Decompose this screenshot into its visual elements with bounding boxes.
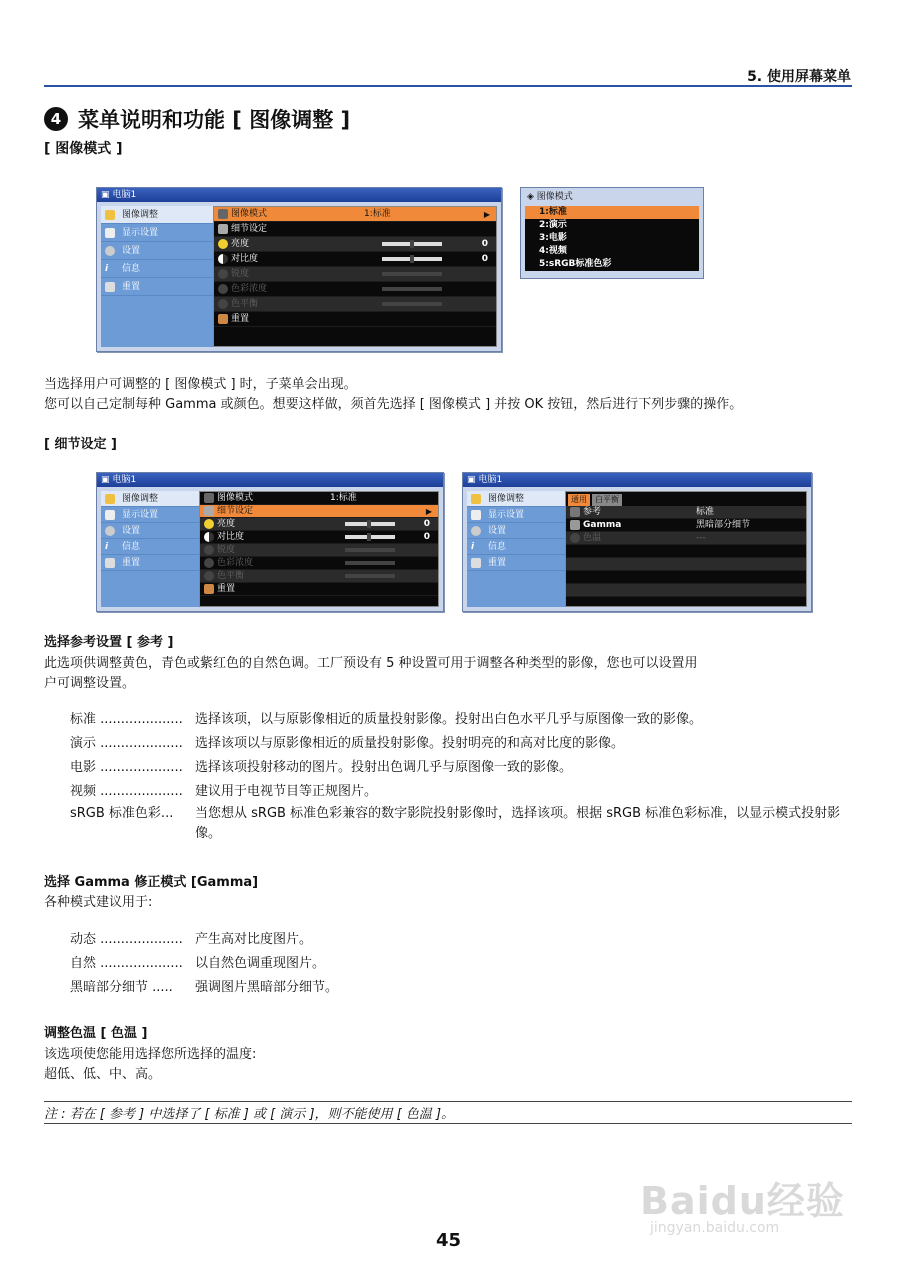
list-item: 标准 .................... 选择该项，以与原影像相近的质量投射影像。投射出白色水平几乎与原图像一致的影像。 — [70, 712, 703, 727]
right-item-brightness[interactable]: 亮度 0 — [214, 237, 496, 252]
left-item-reset[interactable]: 重置 — [101, 555, 199, 571]
right-item-saturation: 色彩浓度 — [214, 282, 496, 297]
info-icon: i — [105, 541, 109, 552]
left-item-display[interactable]: 显示设置 — [467, 507, 565, 523]
right-item-sharpness: 锐度 — [214, 267, 496, 282]
mode-icon — [218, 209, 228, 219]
list-item: 视频 .................... 建议用于电视节目等正规图片。 — [70, 784, 378, 799]
left-item-reset[interactable]: 重置 — [101, 278, 213, 296]
popup-item-movie[interactable]: 3:电影 — [525, 232, 699, 245]
left-item-display[interactable]: 显示设置 — [101, 507, 199, 523]
left-item-display[interactable]: 显示设置 — [101, 224, 213, 242]
reference-heading: 选择参考设置 [ 参考 ] — [44, 635, 174, 650]
list-item: sRGB 标准色彩... 当您想从 sRGB 标准色彩兼容的数字影院投射影像时，选择该项。根据 sRGB 标准色彩标准，以显示模式投射影像。 — [70, 806, 841, 841]
header-rule — [44, 85, 852, 87]
detail-heading: [ 细节设定 ] — [44, 437, 117, 452]
menu-titlebar: ▣ 电脑1 — [97, 188, 501, 202]
color-temp-text-1: 该选项使您能用选择您所选择的温度: — [44, 1047, 257, 1062]
picture-mode-popup — [520, 187, 704, 279]
brightness-slider — [382, 242, 442, 246]
right-item-color-balance: 色平衡 — [214, 297, 496, 312]
chapter-heading: 5. 使用屏幕菜单 — [747, 69, 851, 85]
page-number: 45 — [435, 1230, 462, 1251]
menu-left-column — [101, 206, 213, 347]
saturation-icon — [218, 284, 228, 294]
left-item-info[interactable]: i 信息 — [101, 260, 213, 278]
left-item-picture[interactable]: 图像调整 — [101, 206, 213, 224]
section-title — [44, 104, 350, 134]
left-item-setup[interactable]: 设置 — [467, 523, 565, 539]
right-item-sharpness: 锐度 — [200, 544, 438, 557]
contrast-icon — [218, 254, 228, 264]
reset-icon — [105, 282, 115, 292]
note-rule-bottom — [44, 1123, 852, 1124]
right-item-contrast[interactable]: 对比度 0 — [214, 252, 496, 267]
detail-row-reference[interactable]: 参考 标准 — [566, 506, 806, 519]
popup-item-srgb[interactable]: 5:sRGB标准色彩 — [525, 258, 699, 271]
reference-text-1: 此选项供调整黄色，青色或紫红色的自然色调。工厂预设有 5 种设置可用于调整各种类型的影像，您也可以设置用 — [44, 656, 698, 671]
setup-icon — [105, 246, 115, 256]
right-item-picture-mode[interactable]: 图像模式 1:标准 ▶ — [214, 207, 496, 222]
detail-tabs — [566, 492, 806, 506]
menu-right-pane — [213, 206, 497, 347]
monitor-icon: ▣ — [467, 475, 476, 485]
info-icon: i — [471, 541, 475, 552]
subsection-title: [ 图像模式 ] — [44, 141, 123, 157]
contrast-slider — [382, 257, 442, 261]
info-icon: i — [105, 263, 109, 274]
baidu-watermark: Baidu经验 jingyan.baidu.com — [640, 1179, 845, 1236]
left-item-setup[interactable]: 设置 — [101, 523, 199, 539]
menu-screenshot-detail: ▣ 电脑1 图像调整 显示设置 设置 i 信息 重置 图像模式 1:标准 细节设定 ▶ 亮度 0 对比度 0 锐度 色彩浓度 色平衡 重置 — [96, 472, 444, 612]
right-item-detail[interactable]: 细节设定 ▶ — [200, 505, 438, 518]
mode-icon: ◈ — [527, 192, 537, 202]
gamma-list — [70, 928, 338, 1000]
right-item-color-balance: 色平衡 — [200, 570, 438, 583]
popup-title: ◈ 图像模式 — [527, 192, 573, 202]
display-icon — [105, 228, 115, 238]
popup-item-standard[interactable]: 1:标准 — [525, 206, 699, 219]
sharpness-icon — [218, 269, 228, 279]
right-item-detail[interactable]: 细节设定 — [214, 222, 496, 237]
tab-general[interactable]: 通用 — [568, 494, 590, 506]
list-item: 演示 .................... 选择该项以与原影像相近的质量投射影像。投射明亮的和高对比度的影像。 — [70, 736, 625, 751]
gamma-heading: 选择 Gamma 修正模式 [Gamma] — [44, 875, 259, 890]
right-item-saturation: 色彩浓度 — [200, 557, 438, 570]
color-temp-text-2: 超低、低、中、高。 — [44, 1067, 162, 1082]
gamma-text: 各种模式建议用于: — [44, 895, 153, 910]
paragraph-intro-1: 当选择用户可调整的 [ 图像模式 ] 时，子菜单会出现。 — [44, 377, 357, 392]
left-item-setup[interactable]: 设置 — [101, 242, 213, 260]
popup-item-video[interactable]: 4:视频 — [525, 245, 699, 258]
left-item-reset[interactable]: 重置 — [467, 555, 565, 571]
left-item-info[interactable]: i 信息 — [467, 539, 565, 555]
color-temp-heading: 调整色温 [ 色温 ] — [44, 1026, 148, 1041]
color-balance-icon — [218, 299, 228, 309]
note-text: 注 : 若在 [ 参考 ] 中选择了 [ 标准 ] 或 [ 演示 ]，则不能使用 [ 色温 ]。 — [44, 1107, 455, 1122]
list-item: 电影 .................... 选择该项投射移动的图片。投射出色调几乎与原图像一致的影像。 — [70, 760, 573, 775]
left-item-info[interactable]: i 信息 — [101, 539, 199, 555]
sun-icon — [218, 239, 228, 249]
right-item-reset[interactable]: 重置 — [200, 583, 438, 596]
arrow-right-icon: ▶ — [425, 506, 432, 516]
picture-icon — [105, 210, 115, 220]
list-item: 动态 .................... 产生高对比度图片。 — [70, 932, 313, 947]
list-item: 黑暗部分细节 ..... 强调图片黑暗部分细节。 — [70, 980, 339, 995]
left-item-picture[interactable]: 图像调整 — [101, 491, 199, 507]
reference-list — [70, 708, 855, 844]
monitor-icon: ▣ — [101, 475, 110, 485]
reference-text-2: 户可调整设置。 — [44, 676, 136, 691]
paragraph-intro-2: 您可以自己定制每种 Gamma 或颜色。想要这样做，须首先选择 [ 图像模式 ] 并按 OK 按钮，然后进行下列步骤的操作。 — [44, 397, 743, 412]
detail-row-color-temp: 色温 --- — [566, 532, 806, 545]
popup-item-presentation[interactable]: 2:演示 — [525, 219, 699, 232]
right-item-picture-mode[interactable]: 图像模式 1:标准 — [200, 492, 438, 505]
menu-screenshot-picture-mode — [96, 187, 502, 352]
detail-icon — [218, 224, 228, 234]
detail-row-gamma[interactable]: Gamma 黑暗部分细节 — [566, 519, 806, 532]
monitor-icon: ▣ — [101, 190, 110, 200]
note-rule-top — [44, 1101, 852, 1102]
right-item-reset[interactable]: 重置 — [214, 312, 496, 327]
right-item-contrast[interactable]: 对比度 0 — [200, 531, 438, 544]
list-item: 自然 .................... 以自然色调重现图片。 — [70, 956, 326, 971]
arrow-right-icon: ▶ — [483, 209, 490, 219]
section-title-text: 菜单说明和功能 [ 图像调整 ] — [78, 108, 351, 132]
left-item-picture[interactable]: 图像调整 — [467, 491, 565, 507]
menu-screenshot-detail-general: ▣ 电脑1 图像调整 显示设置 设置 i 信息 重置 通用 白平衡 参考 标准 Gamma 黑暗部分细节 色温 --- — [462, 472, 812, 612]
reset-icon — [218, 314, 228, 324]
right-item-brightness[interactable]: 亮度 0 — [200, 518, 438, 531]
tab-white-balance[interactable]: 白平衡 — [592, 494, 622, 506]
section-number: 4 — [44, 107, 68, 131]
